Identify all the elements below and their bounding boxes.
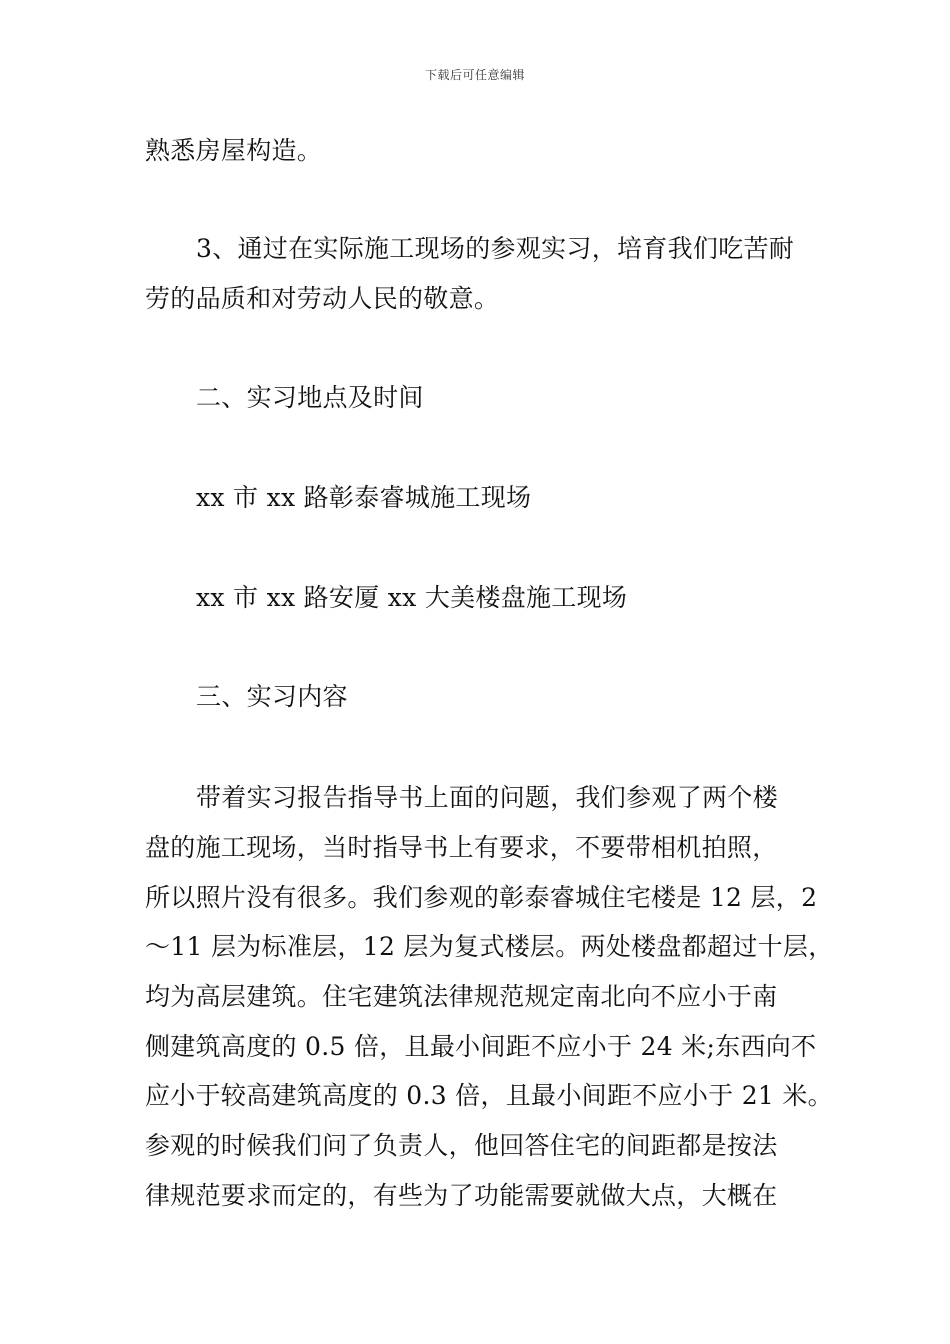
paragraph-line: 所以照片没有很多。我们参观的彰泰睿城住宅楼是 12 层，2 — [145, 883, 818, 912]
paragraph-line: 熟悉房屋构造。 — [145, 136, 323, 165]
paragraph-line: 律规范要求而定的，有些为了功能需要就做大点，大概在 — [145, 1181, 778, 1210]
section-heading: 三、实习内容 — [196, 682, 348, 711]
paragraph-line: 参观的时候我们问了负责人，他回答住宅的间距都是按法 — [145, 1131, 778, 1160]
page-header: 下载后可任意编辑 — [424, 68, 525, 82]
paragraph-line: 均为高层建筑。住宅建筑法律规范规定南北向不应小于南 — [145, 982, 778, 1011]
paragraph-line: 侧建筑高度的 0.5 倍，且最小间距不应小于 24 米;东西向不 — [145, 1032, 817, 1061]
paragraph-line: 应小于较高建筑高度的 0.3 倍，且最小间距不应小于 21 米。 — [145, 1081, 833, 1110]
paragraph-line: 盘的施工现场，当时指导书上有要求，不要带相机拍照， — [145, 833, 778, 862]
paragraph-line: xx 市 xx 路安厦 xx 大美楼盘施工现场 — [196, 583, 628, 612]
paragraph-line: xx 市 xx 路彰泰睿城施工现场 — [196, 483, 532, 512]
paragraph-line: 带着实习报告指导书上面的问题，我们参观了两个楼 — [196, 783, 778, 812]
paragraph-line: ～11 层为标准层，12 层为复式楼层。两处楼盘都超过十层， — [145, 932, 834, 961]
paragraph-line: 3、通过在实际施工现场的参观实习，培育我们吃苦耐 — [196, 234, 795, 263]
section-heading: 二、实习地点及时间 — [196, 383, 424, 412]
paragraph-line: 劳的品质和对劳动人民的敬意。 — [145, 284, 500, 313]
